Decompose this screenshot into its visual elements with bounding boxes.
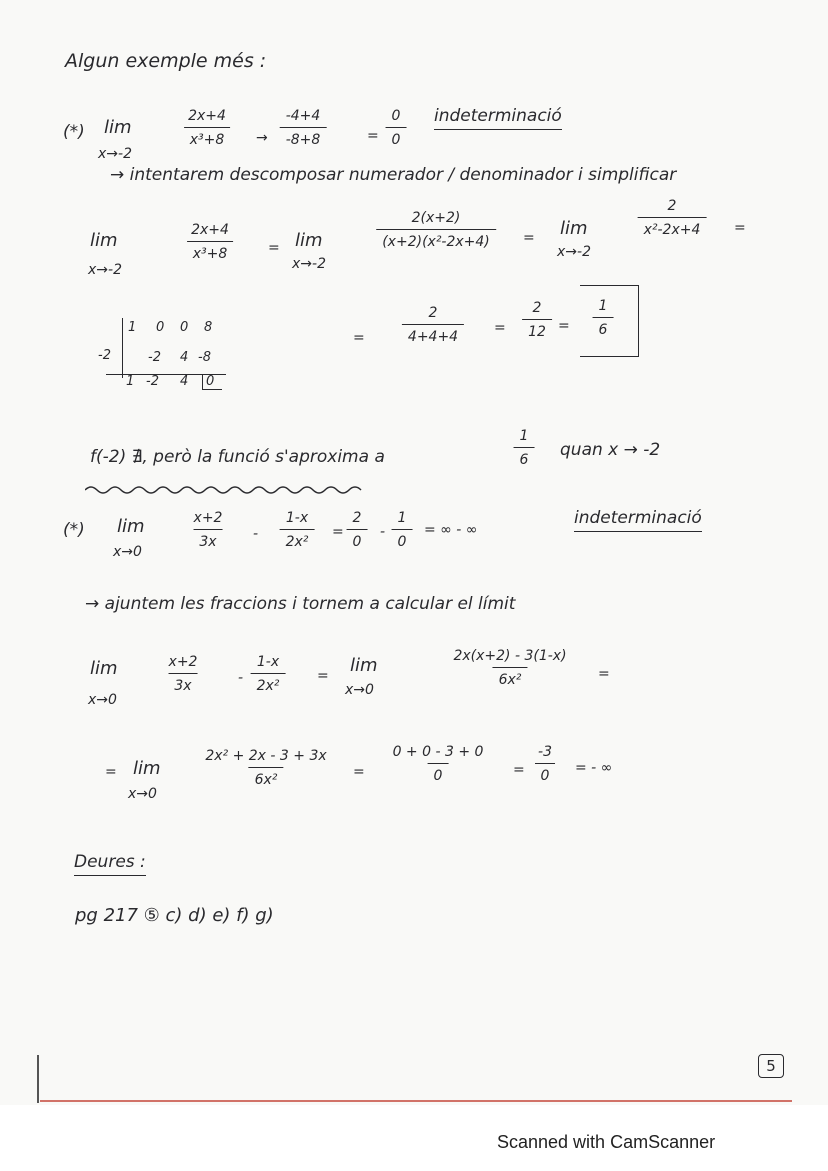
ruffini-remainder: 0	[202, 374, 222, 390]
ruffini-cell: 4	[180, 350, 189, 365]
denominator: 12	[522, 319, 552, 340]
equals: =	[494, 320, 506, 336]
ruffini-divisor: -2	[98, 348, 111, 363]
denominator: 2x²	[251, 673, 286, 694]
denominator: x³+8	[187, 241, 234, 262]
limit-variable: x→-2	[88, 262, 122, 278]
limit-variable: x→0	[345, 682, 374, 698]
denominator: 6	[593, 317, 614, 338]
scanner-watermark: Scanned with CamScanner	[497, 1132, 716, 1152]
numerator: 2	[428, 305, 438, 321]
lim-label: lim	[90, 230, 118, 251]
denominator: 0	[386, 127, 407, 148]
fraction	[376, 210, 496, 250]
numerator: 2(x+2)	[411, 210, 461, 226]
equals: =	[317, 668, 329, 684]
equals: =	[105, 764, 117, 780]
numerator: 2x+4	[188, 108, 226, 124]
lim-label: lim	[133, 758, 161, 779]
numerator: 1	[519, 428, 529, 444]
denominator: 0	[428, 763, 449, 784]
minus: -	[380, 524, 386, 540]
lim-label: lim	[104, 117, 132, 138]
step-text: → ajuntem les fraccions i tornem a calcular el límit	[85, 594, 516, 614]
numerator: 1-x	[256, 654, 280, 670]
numerator: 2x² + 2x - 3 + 3x	[205, 748, 327, 764]
section-title: Algun exemple més :	[65, 50, 267, 72]
page-edge-mark	[37, 1055, 39, 1103]
limit-variable: x→-2	[98, 146, 132, 162]
arrow: →	[256, 130, 268, 146]
ruffini-cell: 1	[128, 320, 137, 335]
limit-variable: x→-2	[292, 256, 326, 272]
example-marker: (*)	[63, 520, 85, 540]
denominator: 4+4+4	[402, 324, 464, 345]
fraction	[447, 648, 572, 688]
fraction	[386, 108, 407, 148]
denominator: x³+8	[184, 127, 231, 148]
result: = - ∞	[575, 760, 613, 776]
equals: =	[268, 240, 280, 256]
homework-heading: Deures :	[74, 852, 146, 876]
fraction	[392, 510, 413, 550]
fraction	[402, 305, 464, 345]
numerator: 1	[397, 510, 407, 526]
equals: =	[513, 762, 525, 778]
denominator: 3x	[168, 673, 197, 694]
fraction	[280, 108, 327, 148]
numerator: 2	[667, 198, 677, 214]
ruffini-cell: 4	[180, 374, 189, 389]
fraction	[387, 744, 490, 784]
denominator: 3x	[193, 529, 222, 550]
lim-label: lim	[117, 516, 145, 537]
lim-label: lim	[350, 655, 378, 676]
fraction	[188, 510, 229, 550]
fraction	[522, 300, 552, 340]
numerator: x+2	[193, 510, 223, 526]
equals: =	[734, 220, 746, 236]
numerator: -4+4	[285, 108, 321, 124]
equals: =	[523, 230, 535, 246]
equals: =	[353, 330, 365, 346]
limit-variable: x→0	[88, 692, 117, 708]
result: = ∞ - ∞	[424, 522, 478, 538]
denominator: 6x²	[249, 767, 284, 788]
denominator: 6	[514, 447, 535, 468]
ruffini-cell: 0	[180, 320, 189, 335]
numerator: 2x+4	[191, 222, 229, 238]
limit-variable: x→-2	[557, 244, 591, 260]
equals: =	[558, 318, 570, 334]
denominator: 6x²	[493, 667, 528, 688]
fraction	[638, 198, 707, 238]
fraction	[514, 428, 535, 468]
fraction	[185, 222, 235, 262]
equals: =	[598, 666, 610, 682]
fraction	[251, 654, 286, 694]
limit-variable: x→0	[128, 786, 157, 802]
fraction	[199, 748, 332, 788]
step-text: → intentarem descomposar numerador / denominador i simplificar	[110, 165, 677, 185]
limit-variable: x→0	[113, 544, 142, 560]
ruffini-cell: 0	[156, 320, 165, 335]
page-edge-line	[40, 1100, 792, 1102]
denominator: 0	[535, 763, 556, 784]
numerator: 0 + 0 - 3 + 0	[392, 744, 484, 760]
numerator: 2x(x+2) - 3(1-x)	[453, 648, 567, 664]
denominator: x²-2x+4	[638, 217, 707, 238]
fraction	[347, 510, 368, 550]
numerator: -3	[538, 744, 552, 760]
equals: =	[353, 764, 365, 780]
fraction	[182, 108, 232, 148]
numerator: 2	[352, 510, 362, 526]
homework-text: pg 217 ⑤ c) d) e) f) g)	[75, 905, 274, 926]
ruffini-cell: -8	[198, 350, 211, 365]
numerator: 2	[532, 300, 542, 316]
equals: =	[332, 524, 344, 540]
wavy-separator	[85, 480, 365, 496]
denominator: -8+8	[280, 127, 327, 148]
denominator: 0	[347, 529, 368, 550]
conclusion-text: f(-2) ∄, però la funció s'aproxima a	[90, 447, 385, 467]
ruffini-cell: -2	[146, 374, 159, 389]
indetermination-note: indeterminació	[434, 106, 562, 130]
lim-label: lim	[90, 658, 118, 679]
fraction	[532, 744, 558, 784]
denominator: 2x²	[280, 529, 315, 550]
fraction	[280, 510, 315, 550]
lim-label: lim	[560, 218, 588, 239]
ruffini-cell: 8	[204, 320, 213, 335]
page-number: 5	[758, 1054, 784, 1078]
numerator: 1	[598, 298, 608, 314]
example-marker: (*)	[63, 122, 85, 142]
result-box	[580, 285, 639, 357]
numerator: 0	[391, 108, 401, 124]
equals: =	[367, 128, 379, 144]
minus: -	[253, 526, 259, 542]
numerator: x+2	[168, 654, 198, 670]
ruffini-cell: 1	[126, 374, 135, 389]
minus: -	[238, 670, 244, 686]
denominator: 0	[392, 529, 413, 550]
conclusion-tail: quan x → -2	[560, 440, 661, 460]
numerator: 1-x	[285, 510, 309, 526]
fraction	[163, 654, 204, 694]
indetermination-note: indeterminació	[574, 508, 702, 532]
ruffini-cell: -2	[148, 350, 161, 365]
denominator: (x+2)(x²-2x+4)	[376, 229, 496, 250]
lim-label: lim	[295, 230, 323, 251]
ruffini-table	[98, 318, 248, 388]
